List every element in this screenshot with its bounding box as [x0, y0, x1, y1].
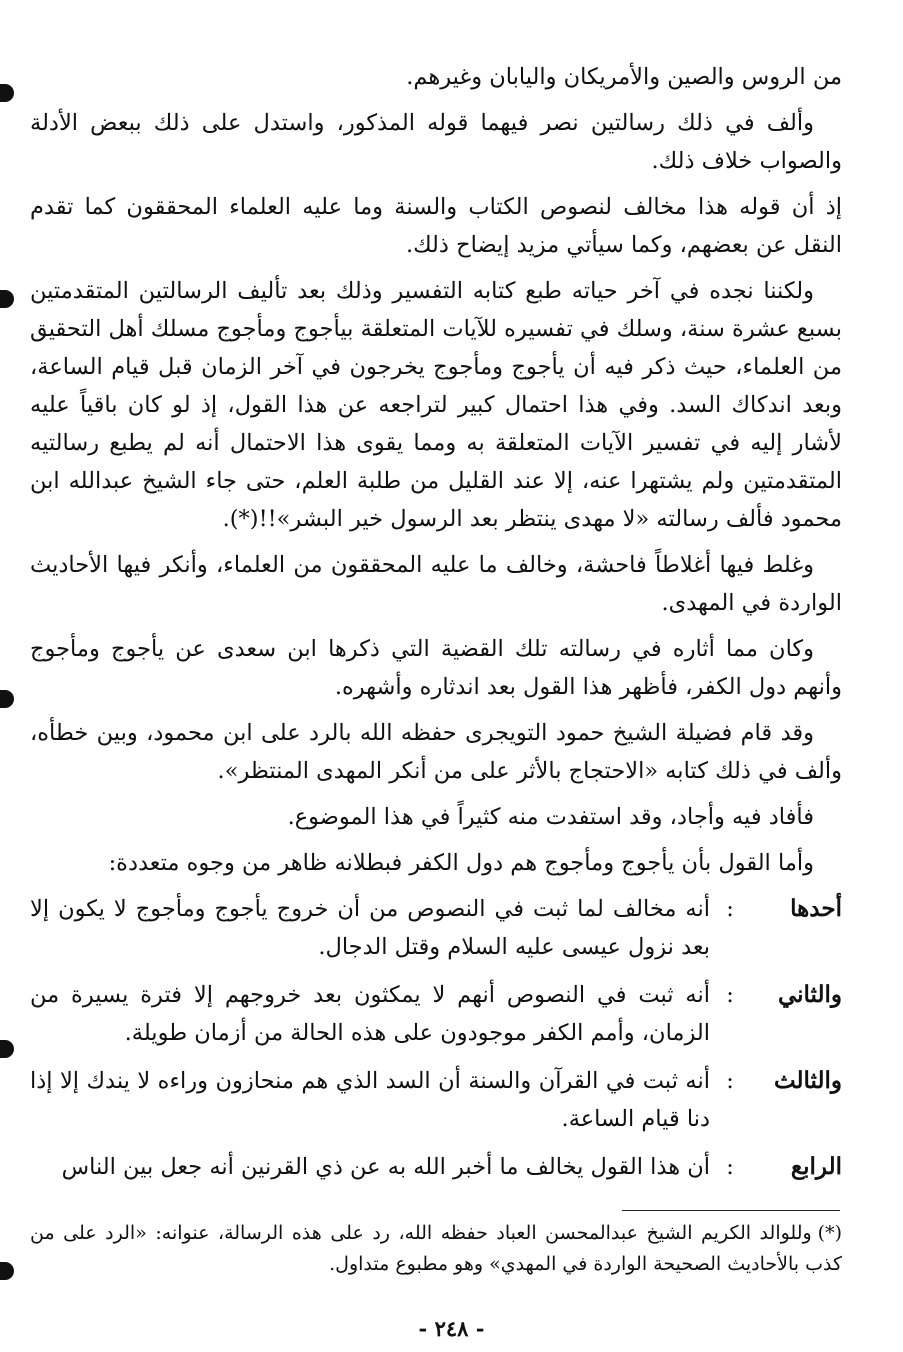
point-text: أن هذا القول يخالف ما أخبر الله به عن ذي القرنين أنه جعل بين الناس: [61, 1154, 710, 1180]
scan-edge-mark: [0, 84, 14, 102]
point-colon: :: [726, 982, 734, 1008]
footnote-text: وللوالد الكريم الشيخ عبدالمحسن العباد حفظه الله، رد على هذه الرسالة، عنوانه: «الرد على من كذب بالأحاديث الصحيحة الواردة في المهدي» وهو مطبوع متداول.: [30, 1222, 842, 1275]
point-item: [30, 1062, 842, 1138]
paragraph: من الروس والصين والأمريكان واليابان وغيرهم.: [406, 64, 842, 90]
paragraph: فأفاد فيه وأجاد، وقد استفدت منه كثيراً في هذا الموضوع.: [287, 804, 814, 830]
point-item: [30, 976, 842, 1052]
paragraph: وغلط فيها أغلاطاً فاحشة، وخالف ما عليه المحققون من العلماء، وأنكر فيها الأحاديث الواردة في المهدى.: [30, 552, 842, 616]
paragraph: إذ أن قوله هذا مخالف لنصوص الكتاب والسنة وما عليه العلماء المحققون كما تقدم النقل عن بعضهم، وكما سيأتي مزيد إيضاح ذلك.: [30, 194, 842, 258]
point-item: [30, 1148, 842, 1186]
point-colon: :: [726, 896, 734, 922]
scan-edge-mark: [0, 1262, 14, 1280]
point-ordinal: أحدها: [790, 895, 842, 922]
footnote-mark: (*): [817, 1222, 842, 1244]
paragraph: وقد قام فضيلة الشيخ حمود التويجرى حفظه الله بالرد على ابن محمود، وبين خطأه، وألف في ذلك كتابه «الاحتجاج بالأثر على من أنكر المهدى المنتظر».: [30, 720, 842, 784]
point-colon: :: [726, 1154, 734, 1180]
point-text: أنه ثبت في القرآن والسنة أن السد الذي هم منحازون وراءه لا يندك إلا إذا دنا قيام الساعة.: [30, 1068, 710, 1132]
point-item: [30, 890, 842, 966]
point-ordinal: الرابع: [790, 1153, 842, 1180]
scan-edge-mark: [0, 690, 14, 708]
point-text: أنه مخالف لما ثبت في النصوص من أن خروج يأجوج ومأجوج لا يكون إلا بعد نزول عيسى عليه السلام وقتل الدجال.: [30, 896, 710, 960]
paragraph: وأما القول بأن يأجوج ومأجوج هم دول الكفر فبطلانه ظاهر من وجوه متعددة:: [108, 850, 814, 876]
point-colon: :: [726, 1068, 734, 1094]
scan-edge-mark: [0, 1040, 14, 1058]
footnote: [30, 1218, 842, 1280]
paragraph: وألف في ذلك رسالتين نصر فيهما قوله المذكور، واستدل على ذلك ببعض الأدلة والصواب خلاف ذلك.: [30, 110, 842, 174]
point-ordinal: والثاني: [777, 981, 842, 1008]
paragraph: ولكننا نجده في آخر حياته طبع كتابه التفسير وذلك بعد تأليف الرسالتين المتقدمتين بسبع عشرة سنة، وسلك في تفسيره للآيات المتعلقة بيأجوج ومأجوج مسلك أهل التحقيق من العلماء، حيث ذكر فيه أن يأجوج ومأجوج يخرجون في آخر الزمان قبل قيام الساعة، وبعد اندكاك السد. وفي هذا احتمال كبير لتراجعه عن هذا القول، إذ لو كان باقياً عليه لأشار إليه في تفسير الآيات المتعلقة به ومما يقوى هذا الاحتمال أنه لم يطبع رسالتيه المتقدمتين ولم يشتهرا عنه، إلا عند القليل من طلبة العلم، حتى جاء الشيخ عبدالله ابن محمود فألف رسالته «لا مهدى ينتظر بعد الرسول خير البشر»!!(*).: [29, 278, 842, 532]
footnote-separator: [622, 1210, 840, 1211]
scan-edge-mark: [0, 290, 14, 308]
point-text: أنه ثبت في النصوص أنهم لا يمكثون بعد خروجهم إلا فترة يسيرة من الزمان، وأمم الكفر موجودون على هذه الحالة من أزمان طويلة.: [30, 982, 710, 1046]
point-ordinal: والثالث: [773, 1067, 842, 1094]
page-number: - ٢٤٨ -: [418, 1316, 485, 1341]
paragraph: وكان مما أثاره في رسالته تلك القضية التي ذكرها ابن سعدى عن يأجوج ومأجوج وأنهم دول الكفر، فأظهر هذا القول بعد اندثاره وأشهره.: [30, 636, 842, 700]
page-body: [30, 58, 842, 1196]
